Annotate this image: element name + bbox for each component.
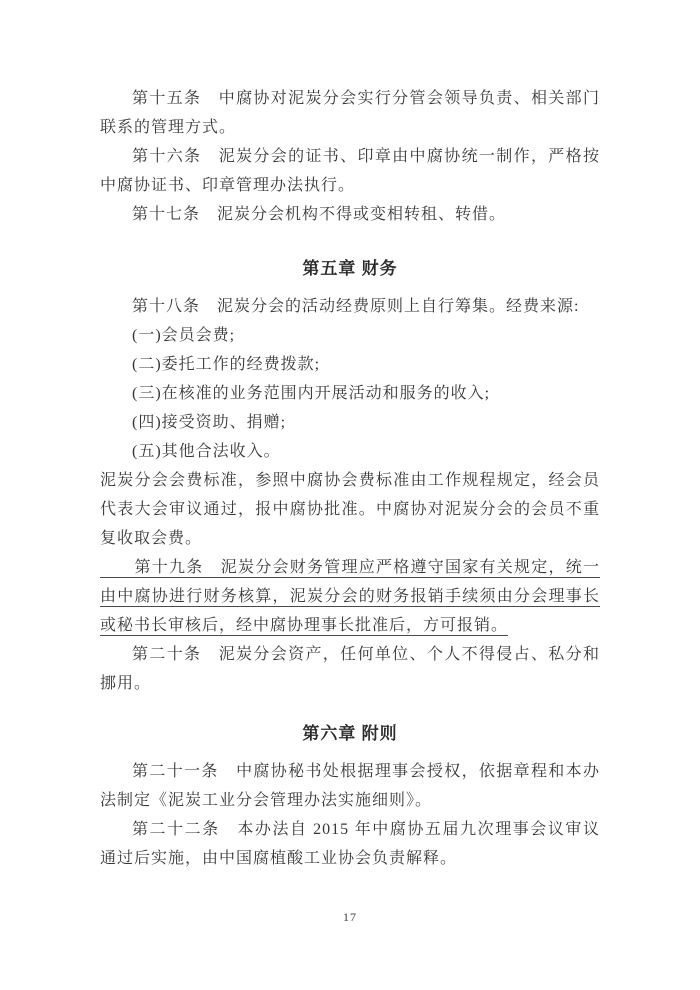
article-18-paragraph: 第十八条 泥炭分会的活动经费原则上自行筹集。经费来源: — [132, 298, 580, 315]
document-body — [100, 84, 600, 873]
funding-item-4: (四)接受资助、捐赠; — [132, 414, 287, 431]
article-21-paragraph: 第二十一条 中腐协秘书处根据理事会授权，依据章程和本办法制定《泥炭工业分会管理办法实施细则》。 — [100, 763, 600, 809]
membership-fee-paragraph: 泥炭分会会费标准，参照中腐协会费标准由工作规程规定，经会员代表大会审议通过，报中腐协批准。中腐协对泥炭分会的会员不重复收取会费。 — [100, 472, 600, 547]
article-17-paragraph: 第十七条 泥炭分会机构不得或变相转租、转借。 — [132, 206, 507, 223]
funding-item-3: (三)在核准的业务范围内开展活动和服务的收入; — [132, 385, 491, 402]
chapter-6-heading: 第六章 附则 — [302, 724, 398, 743]
funding-item-5: (五)其他合法收入。 — [132, 443, 281, 460]
article-20-paragraph: 第二十条 泥炭分会资产，任何单位、个人不得侵占、私分和挪用。 — [100, 646, 600, 692]
page-number: 17 — [343, 910, 357, 924]
article-22-paragraph: 第二十二条 本办法自 2015 年中腐协五届九次理事会议审议通过后实施，由中国腐植酸工业协会负责解释。 — [100, 821, 600, 867]
article-19-paragraph-underlined: 第十九条 泥炭分会财务管理应严格遵守国家有关规定，统一由中腐协进行财务核算，泥炭分会的财务报销手续须由分会理事长或秘书长审核后，经中腐协理事长批准后，方可报销。 — [100, 559, 600, 634]
funding-item-2: (二)委托工作的经费拨款; — [132, 356, 321, 373]
article-16-paragraph: 第十六条 泥炭分会的证书、印章由中腐协统一制作，严格按中腐协证书、印章管理办法执行。 — [100, 148, 600, 194]
chapter-5-heading: 第五章 财务 — [302, 259, 398, 278]
article-15-paragraph: 第十五条 中腐协对泥炭分会实行分管会领导负责、相关部门联系的管理方式。 — [100, 90, 600, 136]
funding-item-1: (一)会员会费; — [132, 327, 236, 344]
